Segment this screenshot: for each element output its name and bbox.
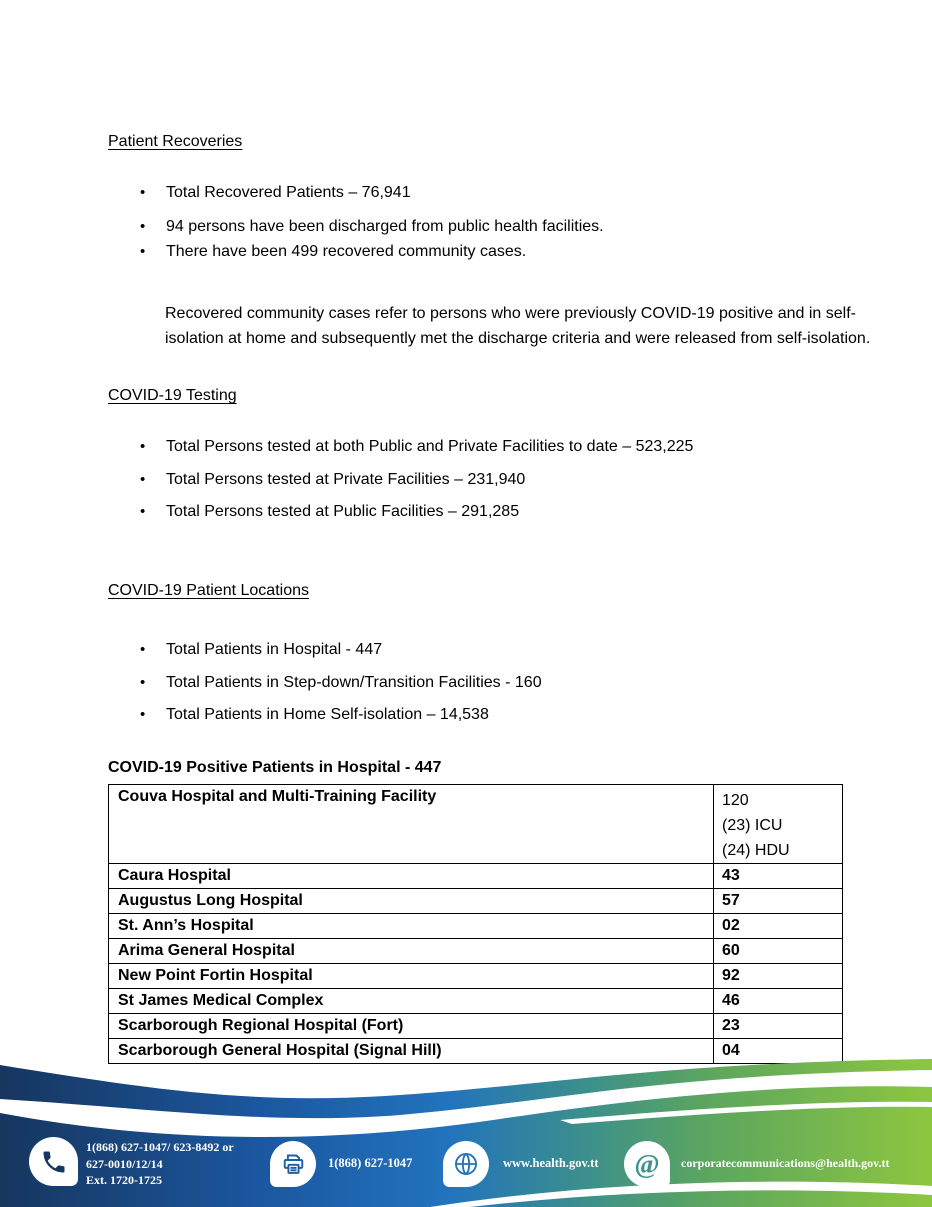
- bullet-marker: •: [140, 438, 146, 455]
- bullet-text: Total Patients in Step-down/Transition Facilities - 160: [166, 674, 542, 691]
- icu-detail: (23) ICU: [722, 817, 783, 834]
- facility-cell: St James Medical Complex: [109, 989, 714, 1014]
- bullet-marker: •: [140, 218, 146, 235]
- table-row: [109, 964, 843, 989]
- at-glyph: @: [634, 1148, 660, 1179]
- count-cell: 60: [714, 939, 843, 964]
- count-cell: 43: [714, 864, 843, 889]
- bullet-marker: •: [140, 184, 146, 201]
- bullet-item: [140, 217, 604, 237]
- bullet-marker: •: [140, 674, 146, 691]
- count-cell: 04: [714, 1039, 843, 1064]
- bullet-item: [140, 470, 525, 490]
- facility-cell: Couva Hospital and Multi-Training Facility: [109, 785, 714, 864]
- globe-icon: [443, 1141, 489, 1187]
- hdu-detail: (24) HDU: [722, 842, 790, 859]
- table-row: [109, 889, 843, 914]
- bullet-text: Total Patients in Home Self-isolation – 14,538: [166, 706, 489, 723]
- email-icon: [624, 1141, 670, 1187]
- count-cell: 02: [714, 914, 843, 939]
- phone-contact-label: [86, 1139, 234, 1189]
- count-cell: 23: [714, 1014, 843, 1039]
- section-heading-patient-locations: COVID-19 Patient Locations: [108, 582, 309, 599]
- count-cell: 46: [714, 989, 843, 1014]
- website-contact-label: www.health.gov.tt: [503, 1156, 599, 1170]
- bullet-item: [140, 705, 489, 725]
- table-row: [109, 914, 843, 939]
- bullet-text: Total Patients in Hospital - 447: [166, 641, 383, 658]
- table-row: [109, 1014, 843, 1039]
- bullet-text: There have been 499 recovered community cases.: [166, 243, 527, 260]
- note-paragraph: Recovered community cases refer to persons who were previously COVID-19 positive and in self-isolation at home and subsequently met the discharge criteria and were released from self-isolation.: [165, 305, 871, 347]
- facility-cell: Scarborough General Hospital (Signal Hill): [109, 1039, 714, 1064]
- count-cell: 92: [714, 964, 843, 989]
- hospital-table: [108, 784, 843, 1064]
- table-row: [109, 785, 843, 864]
- section-heading-covid-testing: COVID-19 Testing: [108, 387, 237, 404]
- bullet-marker: •: [140, 503, 146, 520]
- phone-icon: [29, 1137, 78, 1186]
- bullet-marker: •: [140, 243, 146, 260]
- table-row: [109, 939, 843, 964]
- facility-cell: Caura Hospital: [109, 864, 714, 889]
- hospital-table-title: COVID-19 Positive Patients in Hospital - 447: [108, 759, 442, 776]
- fax-contact-label: 1(868) 627-1047: [328, 1156, 413, 1170]
- fax-icon: [270, 1141, 316, 1187]
- bullet-item: [140, 502, 519, 522]
- phone-line-2: 627-0010/12/14: [86, 1156, 163, 1171]
- bullet-text: Total Persons tested at both Public and Private Facilities to date – 523,225: [166, 438, 694, 455]
- facility-cell: Scarborough Regional Hospital (Fort): [109, 1014, 714, 1039]
- phone-line-3: Ext. 1720-1725: [86, 1173, 162, 1187]
- bullet-item: [140, 183, 411, 203]
- bullet-item: [140, 640, 382, 660]
- bullet-marker: •: [140, 471, 146, 488]
- phone-line-1: 1(868) 627-1047/ 623-8492 or: [86, 1140, 234, 1154]
- count-value: 120: [722, 792, 749, 809]
- table-row: [109, 864, 843, 889]
- facility-cell: Arima General Hospital: [109, 939, 714, 964]
- bullet-text: Total Persons tested at Public Facilities – 291,285: [166, 503, 520, 520]
- count-cell: 57: [714, 889, 843, 914]
- bullet-item: [140, 437, 693, 457]
- facility-cell: Augustus Long Hospital: [109, 889, 714, 914]
- count-cell: [714, 785, 843, 864]
- bullet-text: Total Persons tested at Private Facilities – 231,940: [166, 471, 526, 488]
- bullet-marker: •: [140, 641, 146, 658]
- facility-cell: St. Ann’s Hospital: [109, 914, 714, 939]
- bullet-item: [140, 242, 526, 262]
- facility-cell: New Point Fortin Hospital: [109, 964, 714, 989]
- email-contact-label: corporatecommunications@health.gov.tt: [681, 1156, 890, 1170]
- section-heading-patient-recoveries: Patient Recoveries: [108, 133, 243, 150]
- hospital-table-container: [108, 784, 843, 1064]
- bullet-text: 94 persons have been discharged from public health facilities.: [166, 218, 604, 235]
- bullet-marker: •: [140, 706, 146, 723]
- bullet-item: [140, 673, 542, 693]
- table-row: [109, 989, 843, 1014]
- bullet-text: Total Recovered Patients – 76,941: [166, 184, 411, 201]
